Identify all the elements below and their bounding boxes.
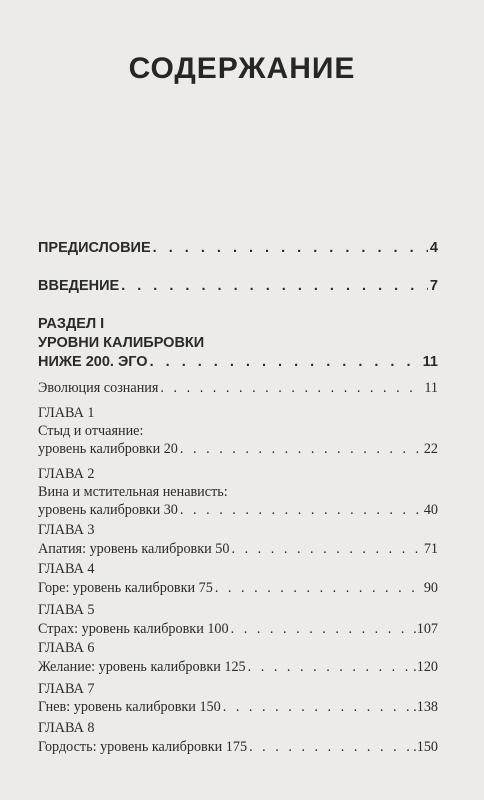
dot-leader (231, 541, 421, 558)
dot-leader (231, 621, 412, 638)
toc-entry-label: ПРЕДИСЛОВИЕ (38, 240, 151, 256)
toc-entry-label: ВВЕДЕНИЕ (38, 278, 120, 294)
toc-entry-page: 40 (423, 502, 438, 518)
toc-entry-label: Гнев: уровень калибровки 150 (38, 699, 221, 715)
toc-entry-chapter-3[interactable] (38, 541, 438, 558)
toc-entry-intro[interactable] (38, 278, 438, 294)
toc-entry-chapter-6[interactable] (38, 659, 438, 676)
toc-entry-label: уровень калибровки 20 (38, 441, 178, 457)
chapter-title-line: Стыд и отчаяние: (38, 423, 144, 439)
toc-entry-page: 4 (429, 240, 438, 256)
toc-entry-page: 90 (423, 580, 438, 596)
toc-entry-label: Горе: уровень калибровки 75 (38, 580, 213, 596)
toc-entry-label: Желание: уровень калибровки 125 (38, 659, 246, 675)
chapter-heading: ГЛАВА 4 (38, 561, 95, 577)
toc-entry-chapter-8[interactable] (38, 739, 438, 756)
toc-entry-section1[interactable] (38, 354, 438, 370)
toc-entry-page: 11 (422, 354, 438, 370)
toc-entry-chapter-7[interactable] (38, 699, 438, 716)
toc-entry-label: Гордость: уровень калибровки 175 (38, 739, 248, 755)
section-heading-line: УРОВНИ КАЛИБРОВКИ (38, 335, 205, 351)
dot-leader (153, 240, 428, 256)
toc-entry-label: Эволюция сознания (38, 380, 159, 396)
dot-leader (180, 441, 422, 458)
toc-entry-page: 22 (423, 441, 438, 457)
dot-leader (160, 380, 422, 397)
chapter-heading: ГЛАВА 8 (38, 720, 95, 736)
toc-entry-page: .120 (413, 659, 438, 675)
toc-entry-evolution[interactable] (38, 380, 438, 397)
dot-leader (215, 580, 422, 597)
chapter-heading: ГЛАВА 6 (38, 640, 95, 656)
chapter-heading: ГЛАВА 7 (38, 681, 95, 697)
chapter-heading: ГЛАВА 2 (38, 466, 95, 482)
toc-entry-page: 11 (424, 380, 438, 396)
toc-entry-page: 7 (429, 278, 438, 294)
toc-entry-label: НИЖЕ 200. ЭГО (38, 354, 148, 370)
chapter-heading: ГЛАВА 5 (38, 602, 95, 618)
dot-leader (248, 659, 412, 676)
toc-entry-preface[interactable] (38, 240, 438, 256)
toc-entry-label: Апатия: уровень калибровки 50 (38, 541, 230, 557)
toc-entry-chapter-1[interactable] (38, 441, 438, 458)
toc-entry-page: 71 (423, 541, 438, 557)
toc-entry-label: Страх: уровень калибровки 100 (38, 621, 229, 637)
toc-entry-chapter-2[interactable] (38, 502, 438, 519)
toc-entry-page: .138 (413, 699, 438, 715)
toc-entry-label: уровень калибровки 30 (38, 502, 178, 518)
toc-entry-page: .107 (413, 621, 438, 637)
toc-entry-page: .150 (413, 739, 438, 755)
dot-leader (180, 502, 422, 519)
page-title: СОДЕРЖАНИЕ (128, 52, 356, 85)
chapter-heading: ГЛАВА 1 (38, 405, 95, 421)
section-heading-line: РАЗДЕЛ I (38, 316, 105, 332)
dot-leader (121, 278, 428, 294)
toc-entry-chapter-4[interactable] (38, 580, 438, 597)
dot-leader (223, 699, 411, 716)
chapter-title-line: Вина и мстительная ненависть: (38, 484, 228, 500)
dot-leader (150, 354, 421, 370)
chapter-heading: ГЛАВА 3 (38, 522, 95, 538)
toc-entry-chapter-5[interactable] (38, 621, 438, 638)
dot-leader (249, 739, 411, 756)
